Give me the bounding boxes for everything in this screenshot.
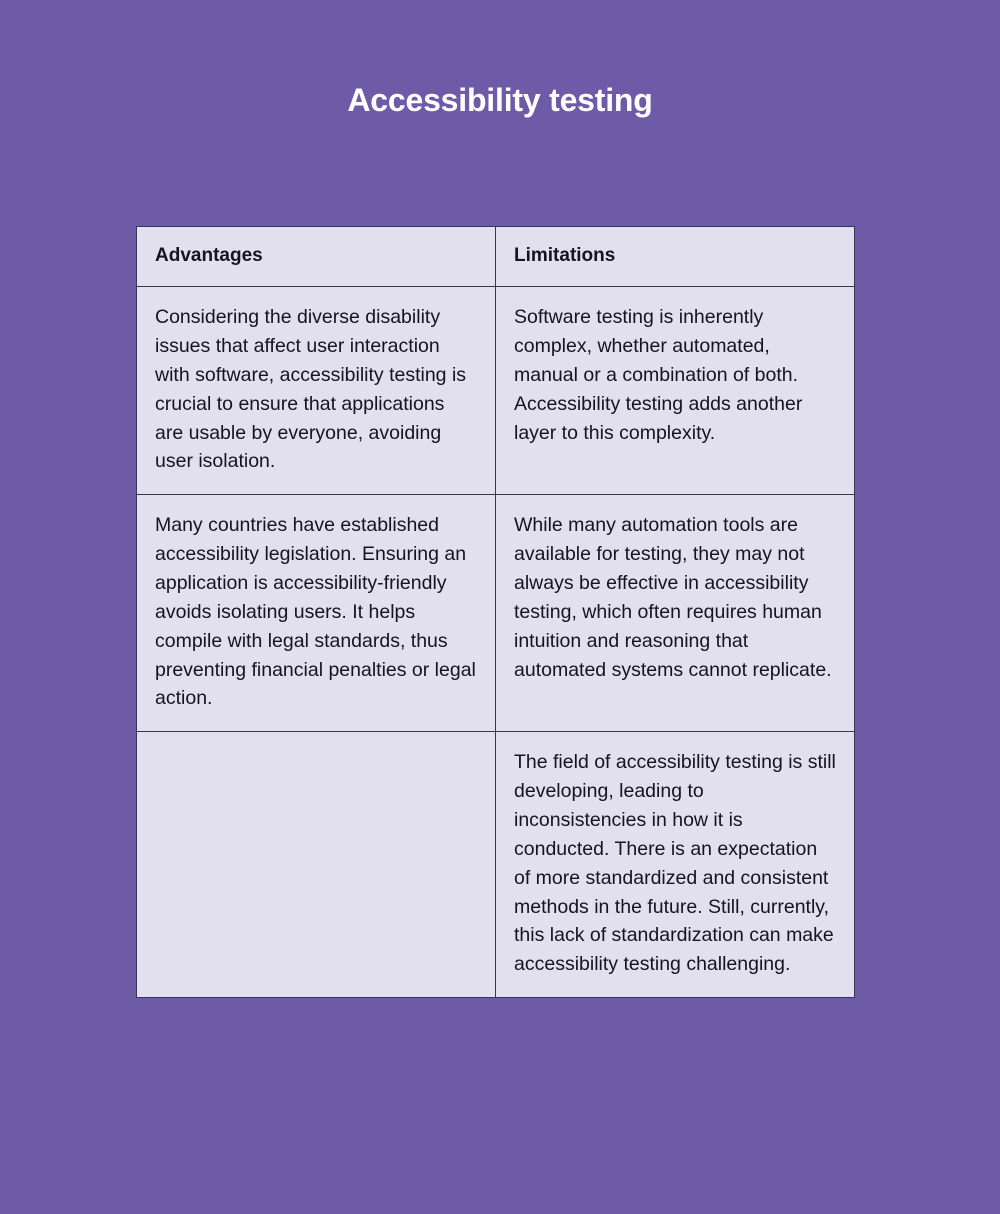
table-row <box>137 732 855 998</box>
cell-advantage-2: Many countries have established accessibility legislation. Ensuring an application is accessibility-friendly avoids isolating users. It helps compile with legal standards, thus preventing financial penalties or legal action. <box>137 495 496 732</box>
column-header-limitations: Limitations <box>496 227 855 287</box>
table-body <box>137 287 855 998</box>
cell-limitation-2: While many automation tools are available for testing, they may not always be effective in accessibility testing, which often requires human intuition and reasoning that automated systems cannot replicate. <box>496 495 855 732</box>
comparison-table-container <box>136 226 854 998</box>
table-header-row <box>137 227 855 287</box>
advantages-limitations-table <box>136 226 855 998</box>
cell-limitation-3: The field of accessibility testing is still developing, leading to inconsistencies in how it is conducted. There is an expectation of more standardized and consistent methods in the future. Still, currently, this lack of standardization can make accessibility testing challenging. <box>496 732 855 998</box>
table-header <box>137 227 855 287</box>
column-header-advantages: Advantages <box>137 227 496 287</box>
page-title: Accessibility testing <box>347 82 653 118</box>
cell-limitation-1: Software testing is inherently complex, whether automated, manual or a combination of both. Accessibility testing adds another layer to this complexity. <box>496 287 855 495</box>
table-row <box>137 287 855 495</box>
cell-advantage-3-empty <box>137 732 496 998</box>
table-row <box>137 495 855 732</box>
cell-advantage-1: Considering the diverse disability issues that affect user interaction with software, accessibility testing is crucial to ensure that applications are usable by everyone, avoiding user isolation. <box>137 287 496 495</box>
